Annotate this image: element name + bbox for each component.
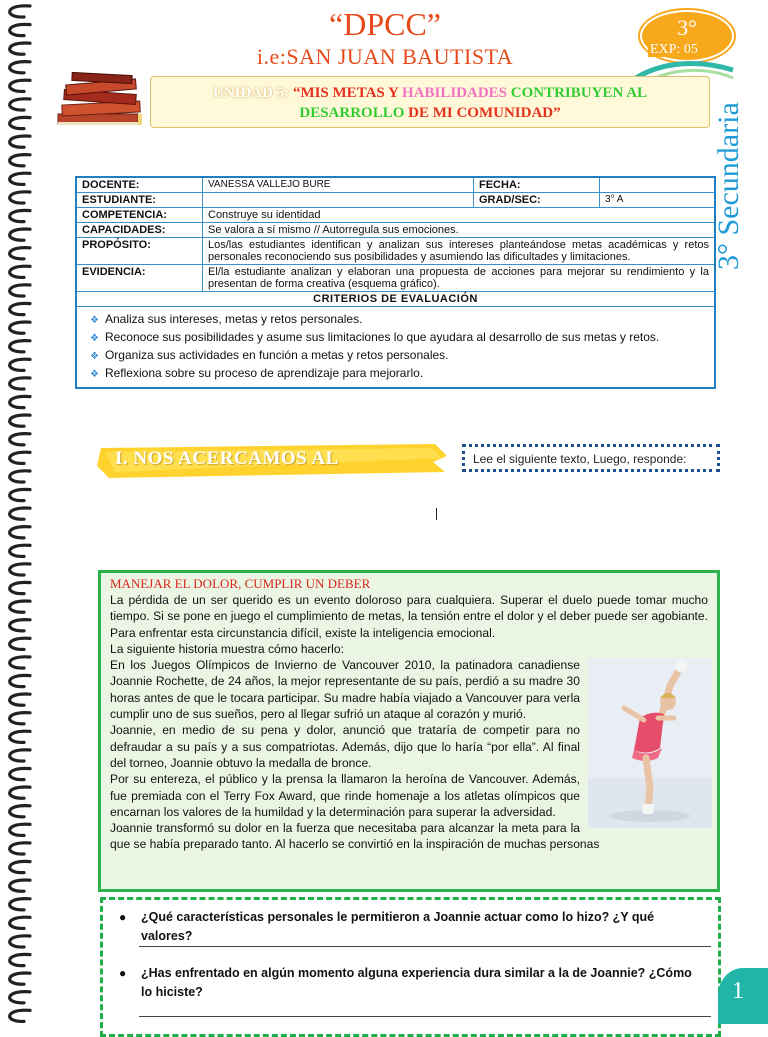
- estudiante-label: ESTUDIANTE:: [76, 193, 203, 208]
- spiral-ring: [10, 266, 30, 277]
- reading-paragraph: La siguiente historia muestra cómo hacerlo:: [110, 641, 344, 656]
- unit-prefix: UNIDAD 5:: [212, 85, 293, 101]
- spiral-ring: [10, 80, 30, 91]
- figure-skater-photo: [588, 658, 712, 828]
- spiral-ring: [10, 24, 30, 35]
- spiral-ring: [10, 527, 30, 538]
- competencia-label: COMPETENCIA:: [76, 208, 203, 223]
- spiral-ring: [10, 155, 30, 166]
- spiral-ring: [10, 1010, 30, 1021]
- spiral-ring: [10, 415, 30, 426]
- docente-label: DOCENTE:: [76, 177, 203, 193]
- section-title: I. NOS ACERCAMOS AL: [115, 448, 339, 469]
- estudiante-field[interactable]: [203, 193, 474, 208]
- spiral-ring: [10, 341, 30, 352]
- spiral-ring: [10, 210, 30, 221]
- spiral-ring: [10, 973, 30, 984]
- spiral-ring: [10, 601, 30, 612]
- unit-title-part4: DESARROLLO: [299, 105, 409, 121]
- grade-badge-text: 3°: [677, 15, 697, 40]
- spiral-ring: [10, 378, 30, 389]
- info-table: [75, 176, 716, 389]
- answer-line[interactable]: [139, 1016, 711, 1017]
- spiral-binding: [0, 0, 40, 1024]
- spiral-ring: [10, 6, 30, 17]
- spiral-ring: [10, 843, 30, 854]
- proposito-label: PROPÓSITO:: [76, 238, 203, 265]
- criterio-item: ❖ Reflexiona sobre su proceso de aprendizaje para mejorarlo.: [90, 365, 709, 383]
- side-grade-label: 3° Secundaria: [712, 102, 745, 270]
- spiral-ring: [10, 489, 30, 500]
- spiral-ring: [10, 99, 30, 110]
- fecha-label: FECHA:: [474, 177, 600, 193]
- spiral-ring: [10, 303, 30, 314]
- spiral-ring: [10, 508, 30, 519]
- spiral-ring: [10, 117, 30, 128]
- reading-paragraph: En los Juegos Olímpicos de Invierno de Vancouver 2010, la patinadora canadiense Joannie Rochette, de 24 años, la mejor representante de su país, perdió a su madre 30 horas antes de que le tocara participar. Su madre había viajado a Vancouver para verla cumplir uno de sus sueños, pero al llegar sufrió un ataque al corazón y murió.: [110, 658, 580, 722]
- unit-title-part3: CONTRIBUYEN AL: [510, 85, 648, 101]
- spiral-ring: [10, 768, 30, 779]
- criterios-list: [82, 308, 709, 386]
- spiral-ring: [10, 750, 30, 761]
- spiral-ring: [10, 62, 30, 73]
- spiral-ring: [10, 936, 30, 947]
- spiral-ring: [10, 43, 30, 54]
- gradsec-label: GRAD/SEC:: [474, 193, 600, 208]
- spiral-ring: [10, 545, 30, 556]
- questions-box: [100, 897, 721, 1037]
- page-number-tab: [718, 968, 768, 1024]
- spiral-ring: [10, 824, 30, 835]
- spiral-ring: [10, 861, 30, 872]
- unit-title-part5: DE MI COMUNIDAD”: [408, 105, 561, 121]
- evidencia-value: El/la estudiante analizan y elaboran una propuesta de acciones para mejorar su rendimiento y la presentan de forma creativa (esquema gráfico).: [203, 265, 716, 292]
- document-title: “DPCC”: [329, 6, 441, 42]
- criterio-item: ❖ Reconoce sus posibilidades y asume sus limitaciones lo que ayudara al desarrollo de sus metas y retos.: [90, 329, 709, 347]
- text-cursor: [436, 508, 437, 520]
- docente-value: VANESSA VALLEJO BURE: [203, 177, 474, 193]
- criterio-item: ❖ Organiza sus actividades en función a metas y retos personales.: [90, 347, 709, 365]
- spiral-ring: [10, 880, 30, 891]
- answer-line[interactable]: [139, 946, 711, 947]
- school-name: i.e:SAN JUAN BAUTISTA: [256, 44, 514, 69]
- spiral-ring: [10, 564, 30, 575]
- proposito-value: Los/las estudiantes identifican y analizan sus intereses planteándose metas académicas y retos personales reconociendo sus posibilidades y asumiendo las dificultades y limitaciones.: [203, 238, 716, 265]
- question-text: ¿Has enfrentado en algún momento alguna experiencia dura similar a la de Joannie? ¿Cómo lo hiciste?: [141, 966, 692, 999]
- unit-title-part2: HABILIDADES: [401, 85, 511, 101]
- reading-paragraph: Joannie transformó su dolor en la fuerza que necesitaba para alcanzar la meta para la que se había preparado tanto. Al hacerlo se convirtió en la inspiración de muchas personas: [110, 821, 600, 852]
- fecha-field[interactable]: [600, 177, 716, 193]
- spiral-ring: [10, 434, 30, 445]
- spiral-ring: [10, 731, 30, 742]
- spiral-ring: [10, 954, 30, 965]
- spiral-ring: [10, 136, 30, 147]
- criterios-cell: [76, 307, 715, 389]
- spiral-ring: [10, 992, 30, 1003]
- reading-paragraph: La pérdida de un ser querido es un evento doloroso para cualquiera. Superar el duelo puede tomar mucho tiempo. Si se pone en juego el cumplimiento de metas, la tensión entre el dolor y el deber puede ser agobiante. Para enfrentar esta circunstancia difícil, existe la inteligencia emocional.: [110, 593, 708, 640]
- unit-banner: [150, 76, 710, 128]
- exp-label-text: EXP: 05: [650, 42, 698, 57]
- spiral-ring: [10, 806, 30, 817]
- spiral-ring: [10, 359, 30, 370]
- capacidades-value: Se valora a sí mismo // Autorregula sus emociones.: [203, 223, 716, 238]
- reading-paragraph: Por su entereza, el público y la prensa la llamaron la heroína de Vancouver. Además, fue premiada con el Terry Fox Award, que rinde homenaje a los atletas olímpicos que encarnan los valores de la humildad y la determinación para superar la adversidad.: [110, 772, 580, 819]
- question-text: ¿Qué características personales le permitieron a Joannie actuar como lo hizo? ¿Y qué valores?: [141, 910, 655, 943]
- spiral-ring: [10, 582, 30, 593]
- reading-title: MANEJAR EL DOLOR, CUMPLIR UN DEBER: [110, 576, 371, 591]
- spiral-ring: [10, 917, 30, 928]
- reading-paragraph: Joannie, en medio de su pena y dolor, anunció que trataría de competir para no defraudar a su país y a sus compatriotas. Además, dijo que lo haría “por ella”. Al final del torneo, Joannie obtuvo la medalla de bronce.: [110, 723, 580, 770]
- spiral-ring: [10, 192, 30, 203]
- spiral-ring: [10, 694, 30, 705]
- spiral-ring: [10, 285, 30, 296]
- capacidades-label: CAPACIDADES:: [76, 223, 203, 238]
- spiral-ring: [10, 229, 30, 240]
- spiral-ring: [10, 713, 30, 724]
- instruction-box: Lee el siguiente texto, Luego, responde:: [462, 444, 720, 472]
- books-icon: [52, 70, 152, 130]
- spiral-ring: [10, 396, 30, 407]
- criterio-item: ❖ Analiza sus intereses, metas y retos personales.: [90, 311, 709, 329]
- reading-box: [98, 570, 720, 892]
- competencia-value: Construye su identidad: [203, 208, 716, 223]
- spiral-ring: [10, 173, 30, 184]
- question-2: [119, 964, 701, 1002]
- page-number: 1: [732, 978, 744, 1004]
- spiral-ring: [10, 657, 30, 668]
- gradsec-value: 3° A: [600, 193, 716, 208]
- spiral-ring: [10, 620, 30, 631]
- bullet-icon: ●: [119, 910, 127, 924]
- unit-title-part1: “MIS METAS Y: [292, 85, 402, 101]
- spiral-ring: [10, 638, 30, 649]
- spiral-ring: [10, 452, 30, 463]
- spiral-ring: [10, 899, 30, 910]
- spiral-ring: [10, 248, 30, 259]
- evidencia-label: EVIDENCIA:: [76, 265, 203, 292]
- spiral-ring: [10, 675, 30, 686]
- spiral-ring: [10, 322, 30, 333]
- question-1: [119, 908, 701, 946]
- spiral-ring: [10, 787, 30, 798]
- bullet-icon: ●: [119, 966, 127, 980]
- spiral-ring: [10, 471, 30, 482]
- criterios-heading: CRITERIOS DE EVALUACIÓN: [76, 292, 715, 307]
